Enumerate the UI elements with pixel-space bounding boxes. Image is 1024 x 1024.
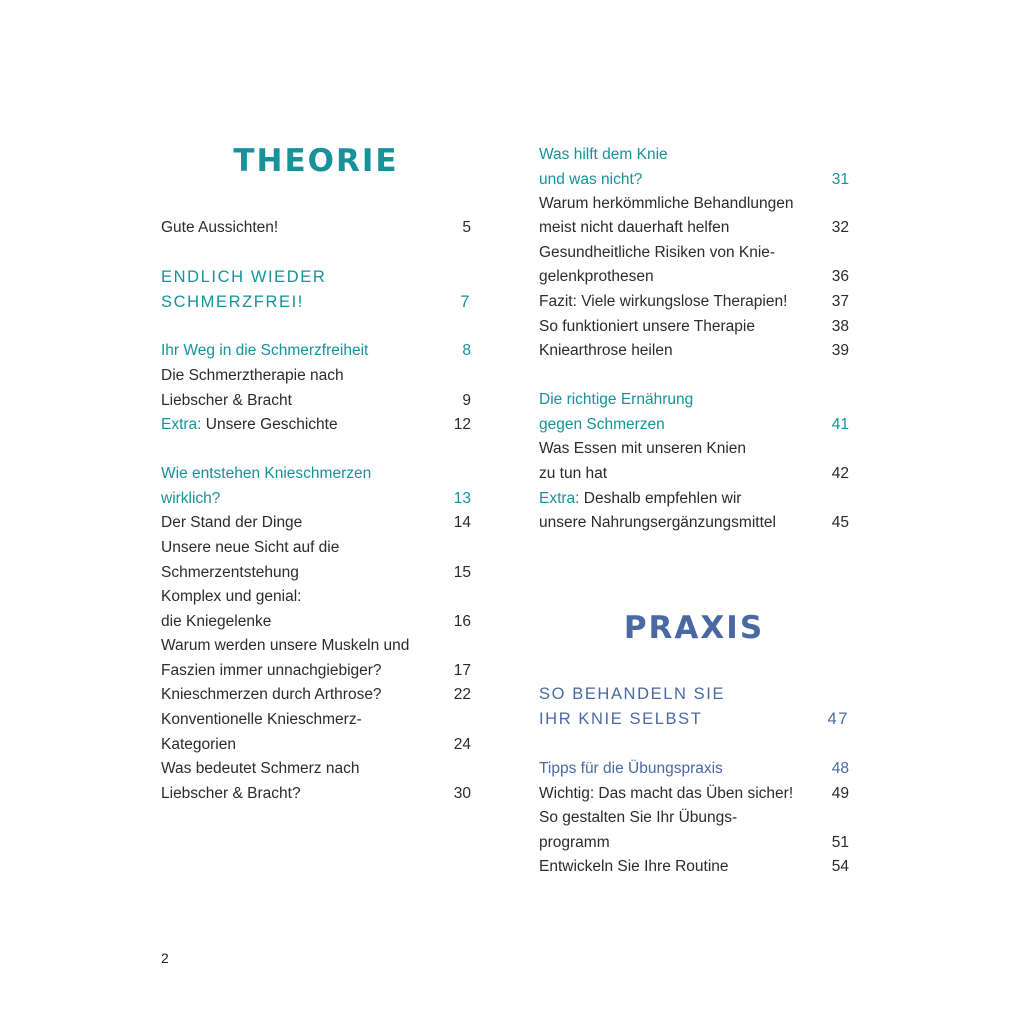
toc-entry-title: Warum werden unsere Muskeln und <box>161 637 410 654</box>
toc-entry[interactable] <box>161 782 471 806</box>
toc-entry[interactable] <box>539 216 849 240</box>
toc-entry[interactable] <box>161 536 471 560</box>
toc-entry-title: So funktioniert unsere Therapie <box>539 318 755 335</box>
toc-entry[interactable] <box>161 389 471 413</box>
toc-entry-page: 24 <box>453 736 471 753</box>
toc-entry-title: Knieschmerzen durch Arthrose? <box>161 686 382 703</box>
toc-entry-title: Konventionelle Knieschmerz- <box>161 711 362 728</box>
toc-chapter-heading[interactable] <box>161 265 471 289</box>
toc-entry-page: 41 <box>831 416 849 433</box>
toc-entry-title: Entwickeln Sie Ihre Routine <box>539 858 729 875</box>
toc-entry-page: 36 <box>831 268 849 285</box>
toc-entry-title: programm <box>539 834 610 851</box>
toc-subchapter-heading[interactable] <box>539 388 849 412</box>
toc-entry-title: Faszien immer unnachgiebiger? <box>161 662 382 679</box>
toc-entry-page: 5 <box>462 219 471 236</box>
toc-entry-title: Liebscher & Bracht <box>161 392 292 409</box>
section-title-theorie: THEORIE <box>233 143 399 179</box>
toc-entry[interactable] <box>161 216 471 240</box>
toc-entry-page: 45 <box>831 514 849 531</box>
toc-entry[interactable] <box>161 733 471 757</box>
toc-entry-title: ENDLICH WIEDER <box>161 268 327 286</box>
toc-entry-title: Ihr Weg in die Schmerzfreiheit <box>161 342 369 359</box>
toc-entry-title: Liebscher & Bracht? <box>161 785 301 802</box>
toc-entry[interactable] <box>539 192 849 216</box>
toc-entry[interactable] <box>161 659 471 683</box>
toc-entry[interactable] <box>161 683 471 707</box>
toc-entry-title: die Kniegelenke <box>161 613 272 630</box>
toc-entry-page: 47 <box>827 710 849 728</box>
toc-entry-title: So gestalten Sie Ihr Übungs- <box>539 809 738 826</box>
toc-entry[interactable] <box>161 364 471 388</box>
toc-entry-title: gelenkprothesen <box>539 268 654 285</box>
toc-entry-title: IHR KNIE SELBST <box>539 710 703 728</box>
toc-chapter-heading[interactable] <box>161 290 471 314</box>
toc-entry[interactable] <box>161 708 471 732</box>
toc-entry-title: Komplex und genial: <box>161 588 302 605</box>
toc-entry-title: Unsere neue Sicht auf die <box>161 539 340 556</box>
extra-prefix: Extra: <box>539 490 580 507</box>
toc-entry-title: Die Schmerztherapie nach <box>161 367 344 384</box>
toc-entry[interactable] <box>539 782 849 806</box>
toc-entry-page: 13 <box>453 490 471 507</box>
toc-entry-page: 31 <box>831 171 849 188</box>
section-title-praxis: PRAXIS <box>623 610 765 646</box>
toc-entry-page: 42 <box>831 465 849 482</box>
toc-entry-page: 32 <box>831 219 849 236</box>
toc-entry[interactable] <box>161 634 471 658</box>
toc-chapter-heading[interactable] <box>539 682 849 706</box>
toc-entry[interactable] <box>161 561 471 585</box>
toc-entry-page: 16 <box>453 613 471 630</box>
toc-entry[interactable] <box>539 511 849 535</box>
toc-entry-title: zu tun hat <box>539 465 608 482</box>
toc-entry-page: 22 <box>453 686 471 703</box>
toc-entry-title: SCHMERZFREI! <box>161 293 304 311</box>
toc-entry-title <box>161 413 338 437</box>
toc-entry-title: Kniearthrose heilen <box>539 342 673 359</box>
toc-entry-title: unsere Nahrungsergänzungsmittel <box>539 514 776 531</box>
toc-chapter-heading[interactable] <box>539 707 849 731</box>
toc-entry[interactable] <box>539 831 849 855</box>
toc-entry[interactable] <box>539 855 849 879</box>
toc-entry-title: Fazit: Viele wirkungslose Therapien! <box>539 293 788 310</box>
toc-entry[interactable] <box>539 241 849 265</box>
toc-entry-title: Was bedeutet Schmerz nach <box>161 760 360 777</box>
toc-entry-page: 49 <box>831 785 849 802</box>
toc-subchapter-heading[interactable] <box>539 143 849 167</box>
toc-entry-title: gegen Schmerzen <box>539 416 665 433</box>
toc-entry-page: 7 <box>460 293 471 311</box>
toc-entry-page: 8 <box>462 342 471 359</box>
toc-entry-title: Wie entstehen Knieschmerzen <box>161 465 372 482</box>
extra-prefix: Extra: <box>161 416 202 433</box>
toc-entry-title: Wichtig: Das macht das Üben sicher! <box>539 785 794 802</box>
toc-entry-page: 17 <box>453 662 471 679</box>
toc-entry-page: 9 <box>462 392 471 409</box>
toc-entry-title: Warum herkömmliche Behandlungen <box>539 195 794 212</box>
toc-entry[interactable] <box>539 487 849 511</box>
toc-entry-page: 51 <box>831 834 849 851</box>
toc-entry-title: meist nicht dauerhaft helfen <box>539 219 730 236</box>
toc-entry-page: 37 <box>831 293 849 310</box>
page-number: 2 <box>161 950 169 966</box>
toc-entry[interactable] <box>539 437 849 461</box>
toc-entry[interactable] <box>539 265 849 289</box>
toc-entry[interactable] <box>539 339 849 363</box>
toc-subchapter-heading[interactable] <box>161 339 471 363</box>
toc-entry[interactable] <box>161 757 471 781</box>
toc-entry-title: wirklich? <box>161 490 221 507</box>
toc-entry-text: Deshalb empfehlen wir <box>583 490 742 507</box>
toc-entry-page: 54 <box>831 858 849 875</box>
toc-entry-page: 38 <box>831 318 849 335</box>
toc-entry-title: Tipps für die Übungspraxis <box>539 760 723 777</box>
toc-entry-title: SO BEHANDELN SIE <box>539 685 726 703</box>
toc-entry-title: Gesundheitliche Risiken von Knie- <box>539 244 776 261</box>
toc-entry-text: Unsere Geschichte <box>205 416 338 433</box>
toc-entry-page: 14 <box>453 514 471 531</box>
toc-entry[interactable] <box>161 511 471 535</box>
toc-entry-title: Der Stand der Dinge <box>161 514 303 531</box>
toc-entry-page: 12 <box>453 416 471 433</box>
toc-subchapter-heading[interactable] <box>539 757 849 781</box>
toc-subchapter-heading[interactable] <box>539 168 849 192</box>
toc-entry[interactable] <box>539 315 849 339</box>
toc-entry-title <box>539 487 741 511</box>
toc-entry[interactable] <box>161 413 471 437</box>
toc-entry-title: Die richtige Ernährung <box>539 391 694 408</box>
toc-subchapter-heading[interactable] <box>161 462 471 486</box>
toc-entry-title: und was nicht? <box>539 171 643 188</box>
toc-entry-page: 15 <box>453 564 471 581</box>
toc-entry-page: 39 <box>831 342 849 359</box>
toc-subchapter-heading[interactable] <box>161 487 471 511</box>
toc-entry-title: Was hilft dem Knie <box>539 146 668 163</box>
toc-entry-page: 48 <box>831 760 849 777</box>
toc-entry-title: Was Essen mit unseren Knien <box>539 440 747 457</box>
toc-entry-title: Kategorien <box>161 736 236 753</box>
toc-entry-title: Schmerzentstehung <box>161 564 299 581</box>
toc-subchapter-heading[interactable] <box>539 413 849 437</box>
toc-entry[interactable] <box>539 462 849 486</box>
toc-entry[interactable] <box>161 610 471 634</box>
toc-entry-title: Gute Aussichten! <box>161 219 279 236</box>
toc-entry-page: 30 <box>453 785 471 802</box>
toc-entry[interactable] <box>539 290 849 314</box>
toc-entry[interactable] <box>539 806 849 830</box>
toc-entry[interactable] <box>161 585 471 609</box>
